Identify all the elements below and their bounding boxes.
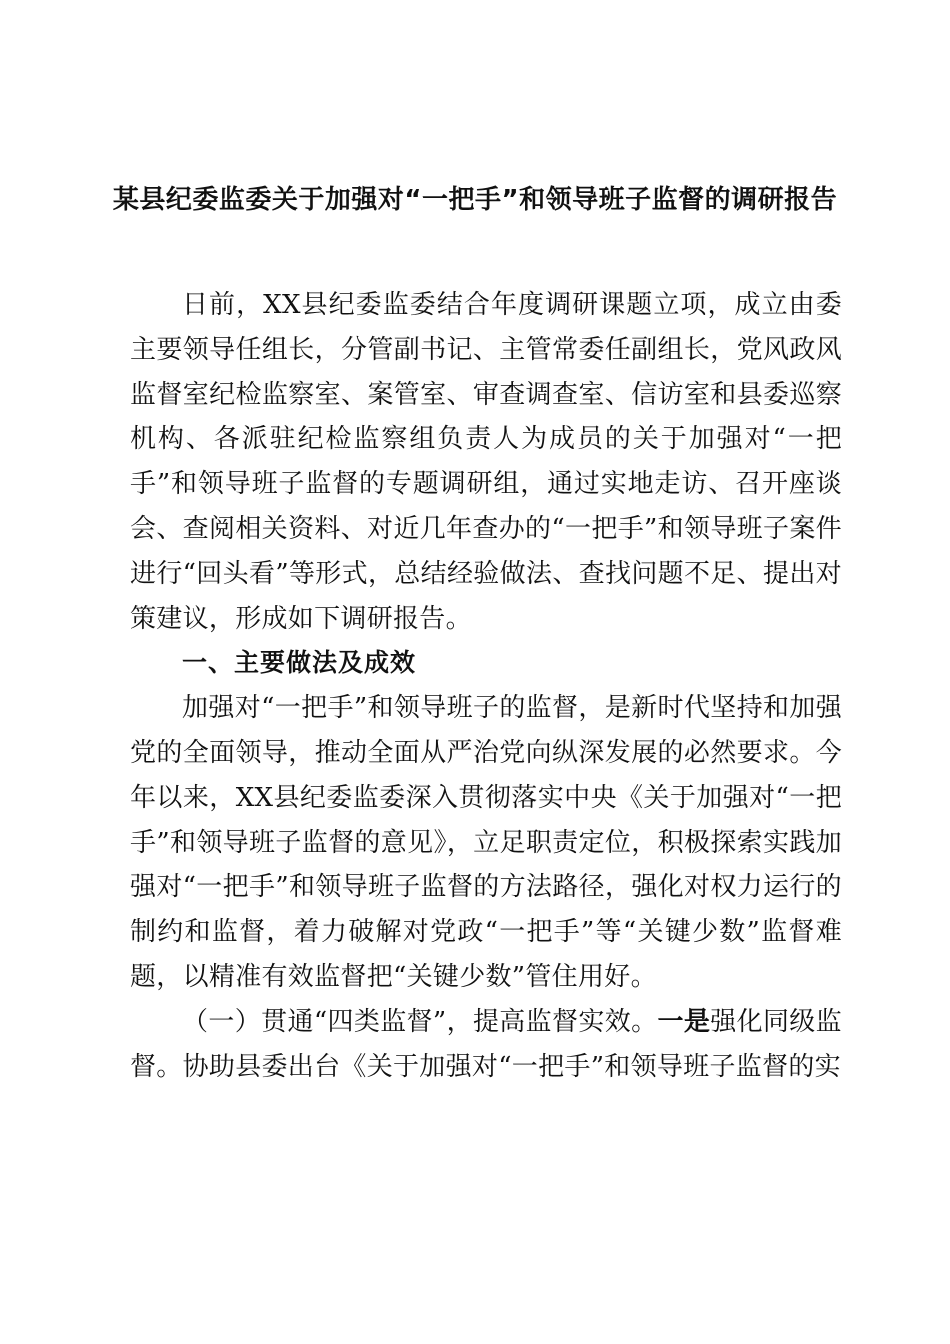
section-paragraph: 加强对“一把手”和领导班子的监督，是新时代坚持和加强党的全面领导，推动全面从严治党向纵深发展的必然要求。今年以来，XX县纪委监委深入贯彻落实中央《关于加强对“一把手”和领导班子监督的意见》，立足职责定位，积极探索实践加强对“一把手”和领导班子监督的方法路径，强化对权力运行的制约和监督，着力破解对党政“一把手”等“关键少数”监督难题，以精准有效监督把“关键少数”管住用好。 (130, 693, 842, 992)
subsection-lead: （一）贯通“四类监督”，提高监督实效。 (182, 1006, 658, 1037)
subsection-text: 强化同级监督。协助县委出台《关于加强对“一把手”和领导班子监督的实 (130, 1006, 842, 1082)
document-title: 某县纪委监委关于加强对“一把手”和领导班子监督的调研报告 (112, 185, 838, 215)
intro-paragraph: 日前，XX县纪委监委结合年度调研课题立项，成立由委主要领导任组长，分管副书记、主管常委任副组长，党风政风监督室纪检监察室、案管室、审查调查室、信访室和县委巡察机构、各派驻纪检监察组负责人为成员的关于加强对“一把手”和领导班子监督的专题调研组，通过实地走访、召开座谈会、查阅相关资料、对近几年查办的“一把手”和领导班子案件进行“回头看”等形式，总结经验做法、查找问题不足、提出对策建议，形成如下调研报告。 (130, 290, 842, 634)
section-heading: 一、主要做法及成效 (182, 648, 417, 678)
subsection-emphasis: 一是 (657, 1006, 711, 1037)
subsection-paragraph (130, 1000, 842, 1090)
document-body (130, 283, 842, 1089)
